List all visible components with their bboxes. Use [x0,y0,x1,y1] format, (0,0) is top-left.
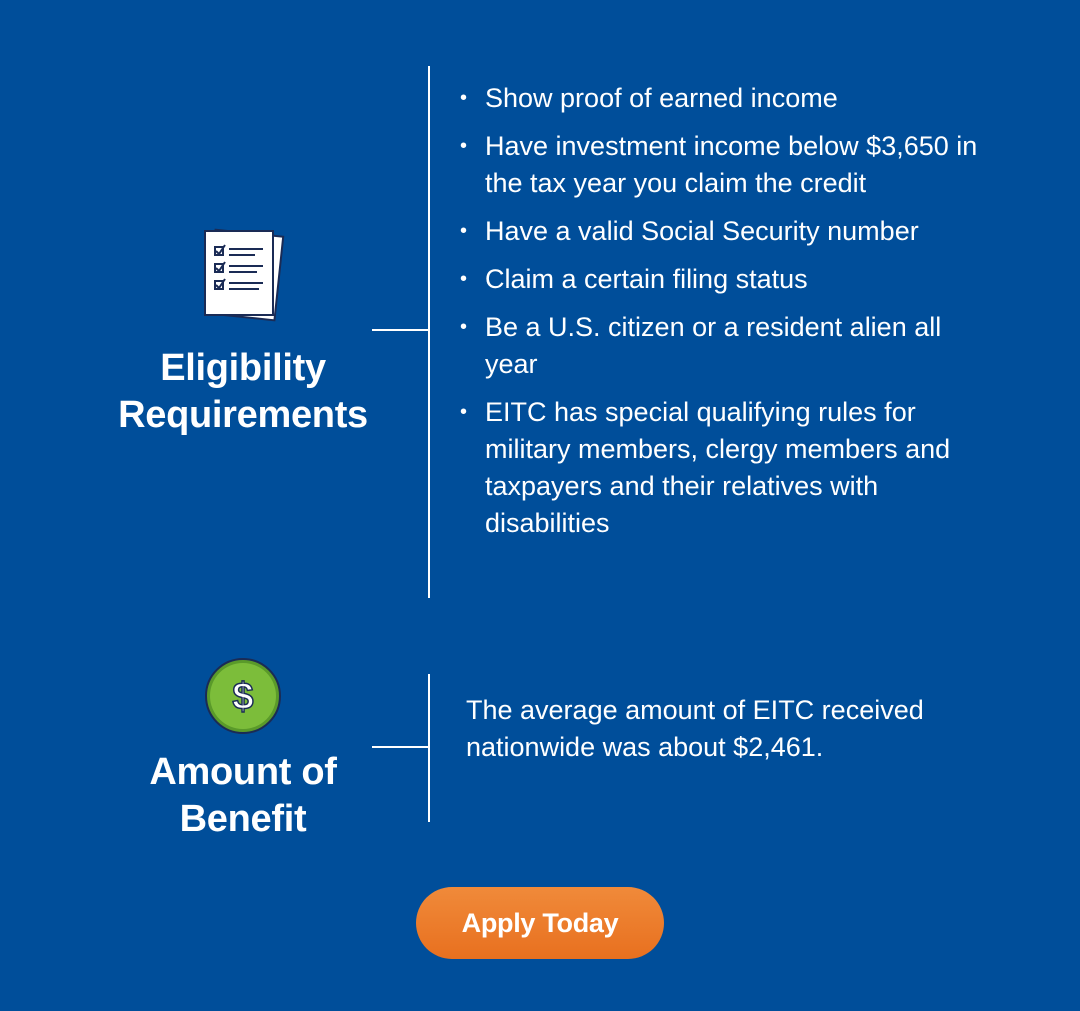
benefit-text: The average amount of EITC received nationwide was about $2,461. [466,695,924,762]
bullet-icon: • [460,316,468,338]
eligibility-item-text: Claim a certain filing status [485,264,808,294]
bullet-icon: • [460,87,468,109]
eligibility-item-text: EITC has special qualifying rules for military members, clergy members and taxpayers and their relatives with disabilities [485,397,951,538]
eligibility-list [458,80,978,553]
apply-today-button[interactable]: Apply Today [416,887,664,959]
list-item [458,261,978,298]
bullet-icon: • [460,220,468,242]
benefit-panel [90,657,396,843]
list-item [458,213,978,250]
eligibility-divider-vertical [428,66,430,598]
benefit-divider-vertical [428,674,430,822]
list-item [458,394,978,542]
eligibility-divider-horizontal [372,329,430,331]
eligibility-item-text: Have a valid Social Security number [485,216,919,246]
eligibility-heading-line1: Eligibility [160,347,326,389]
benefit-heading [90,749,396,843]
eligibility-item-text: Be a U.S. citizen or a resident alien all year [485,312,942,379]
dollar-coin-icon [204,657,282,735]
benefit-divider-horizontal [372,746,430,748]
benefit-heading-line2: Benefit [179,798,307,840]
eligibility-item-text: Show proof of earned income [485,83,838,113]
eligibility-heading-line2: Requirements [118,394,368,436]
bullet-icon: • [460,401,468,423]
bullet-icon: • [460,135,468,157]
eligibility-item-text: Have investment income below $3,650 in the tax year you claim the credit [485,131,978,198]
list-item [458,80,978,117]
eligibility-heading [90,345,396,439]
checklist-document-icon [197,225,289,325]
bullet-icon: • [460,268,468,290]
list-item [458,309,978,383]
list-item [458,128,978,202]
benefit-heading-line1: Amount of [149,751,337,793]
eligibility-panel [90,225,396,439]
svg-text:$: $ [232,676,254,718]
